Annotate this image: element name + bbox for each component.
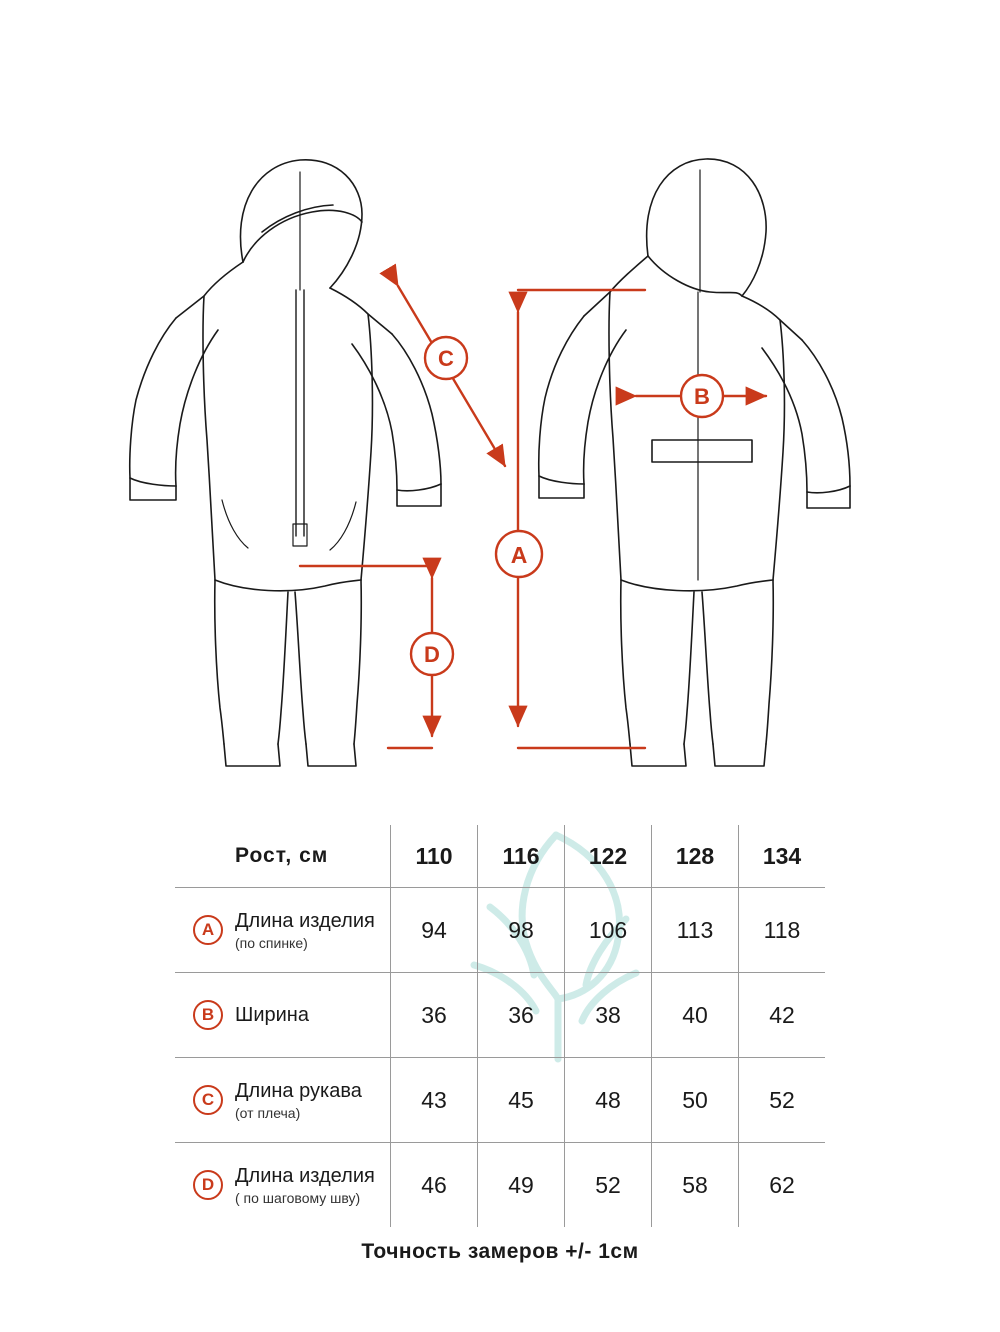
cell-a-116: 98	[478, 888, 565, 973]
row-label-d	[175, 1143, 391, 1228]
cell-b-122: 38	[565, 973, 652, 1058]
table-row	[175, 888, 825, 973]
row-label-c-sub: (от плеча)	[235, 1104, 301, 1121]
row-label-b-main: Ширина	[235, 1003, 309, 1026]
size-table-container	[175, 825, 825, 1227]
badge-a: A	[193, 915, 223, 945]
table-row	[175, 973, 825, 1058]
badge-b: B	[193, 1000, 223, 1030]
cell-c-128: 50	[652, 1058, 739, 1143]
marker-label-c: C	[438, 346, 454, 371]
cell-d-134: 62	[739, 1143, 826, 1228]
table-header-size-122: 122	[565, 825, 652, 888]
cell-a-128: 113	[652, 888, 739, 973]
measure-marker-b	[681, 375, 723, 417]
row-label-a-sub: (по спинке)	[235, 934, 308, 951]
cell-a-110: 94	[391, 888, 478, 973]
cell-d-122: 52	[565, 1143, 652, 1228]
cell-a-134: 118	[739, 888, 826, 973]
row-label-b	[175, 973, 391, 1058]
marker-label-b: B	[694, 384, 710, 409]
table-row	[175, 1058, 825, 1143]
cell-c-110: 43	[391, 1058, 478, 1143]
table-row	[175, 1143, 825, 1228]
row-label-a-main: Длина изделия	[235, 909, 375, 932]
cell-c-134: 52	[739, 1058, 826, 1143]
measure-marker-d	[411, 633, 453, 675]
table-header-size-110: 110	[391, 825, 478, 888]
measure-a-total-length	[518, 290, 645, 748]
table-header-size-116: 116	[478, 825, 565, 888]
cell-b-134: 42	[739, 973, 826, 1058]
badge-c: C	[193, 1085, 223, 1115]
back-view-outline	[539, 159, 850, 766]
marker-label-d: D	[424, 642, 440, 667]
measure-marker-a	[496, 531, 542, 577]
measurement-tolerance-note: Точность замеров +/- 1см	[361, 1240, 639, 1263]
table-header-size-128: 128	[652, 825, 739, 888]
marker-label-a: A	[510, 542, 528, 568]
table-header-row	[175, 825, 825, 888]
front-view-outline	[130, 160, 441, 766]
cell-b-128: 40	[652, 973, 739, 1058]
row-label-d-main: Длина изделия	[235, 1164, 375, 1187]
cell-a-122: 106	[565, 888, 652, 973]
table-header-size-134: 134	[739, 825, 826, 888]
cell-b-116: 36	[478, 973, 565, 1058]
measure-marker-c	[425, 337, 467, 379]
table-header-row-label: Рост, см	[175, 825, 391, 888]
row-label-a	[175, 888, 391, 973]
badge-d: D	[193, 1170, 223, 1200]
cell-b-110: 36	[391, 973, 478, 1058]
cell-c-122: 48	[565, 1058, 652, 1143]
size-table	[175, 825, 825, 1227]
cell-d-116: 49	[478, 1143, 565, 1228]
cell-c-116: 45	[478, 1058, 565, 1143]
row-label-d-sub: ( по шаговому шву)	[235, 1189, 361, 1206]
row-label-c-main: Длина рукава	[235, 1079, 362, 1102]
row-label-c	[175, 1058, 391, 1143]
cell-d-128: 58	[652, 1143, 739, 1228]
cell-d-110: 46	[391, 1143, 478, 1228]
